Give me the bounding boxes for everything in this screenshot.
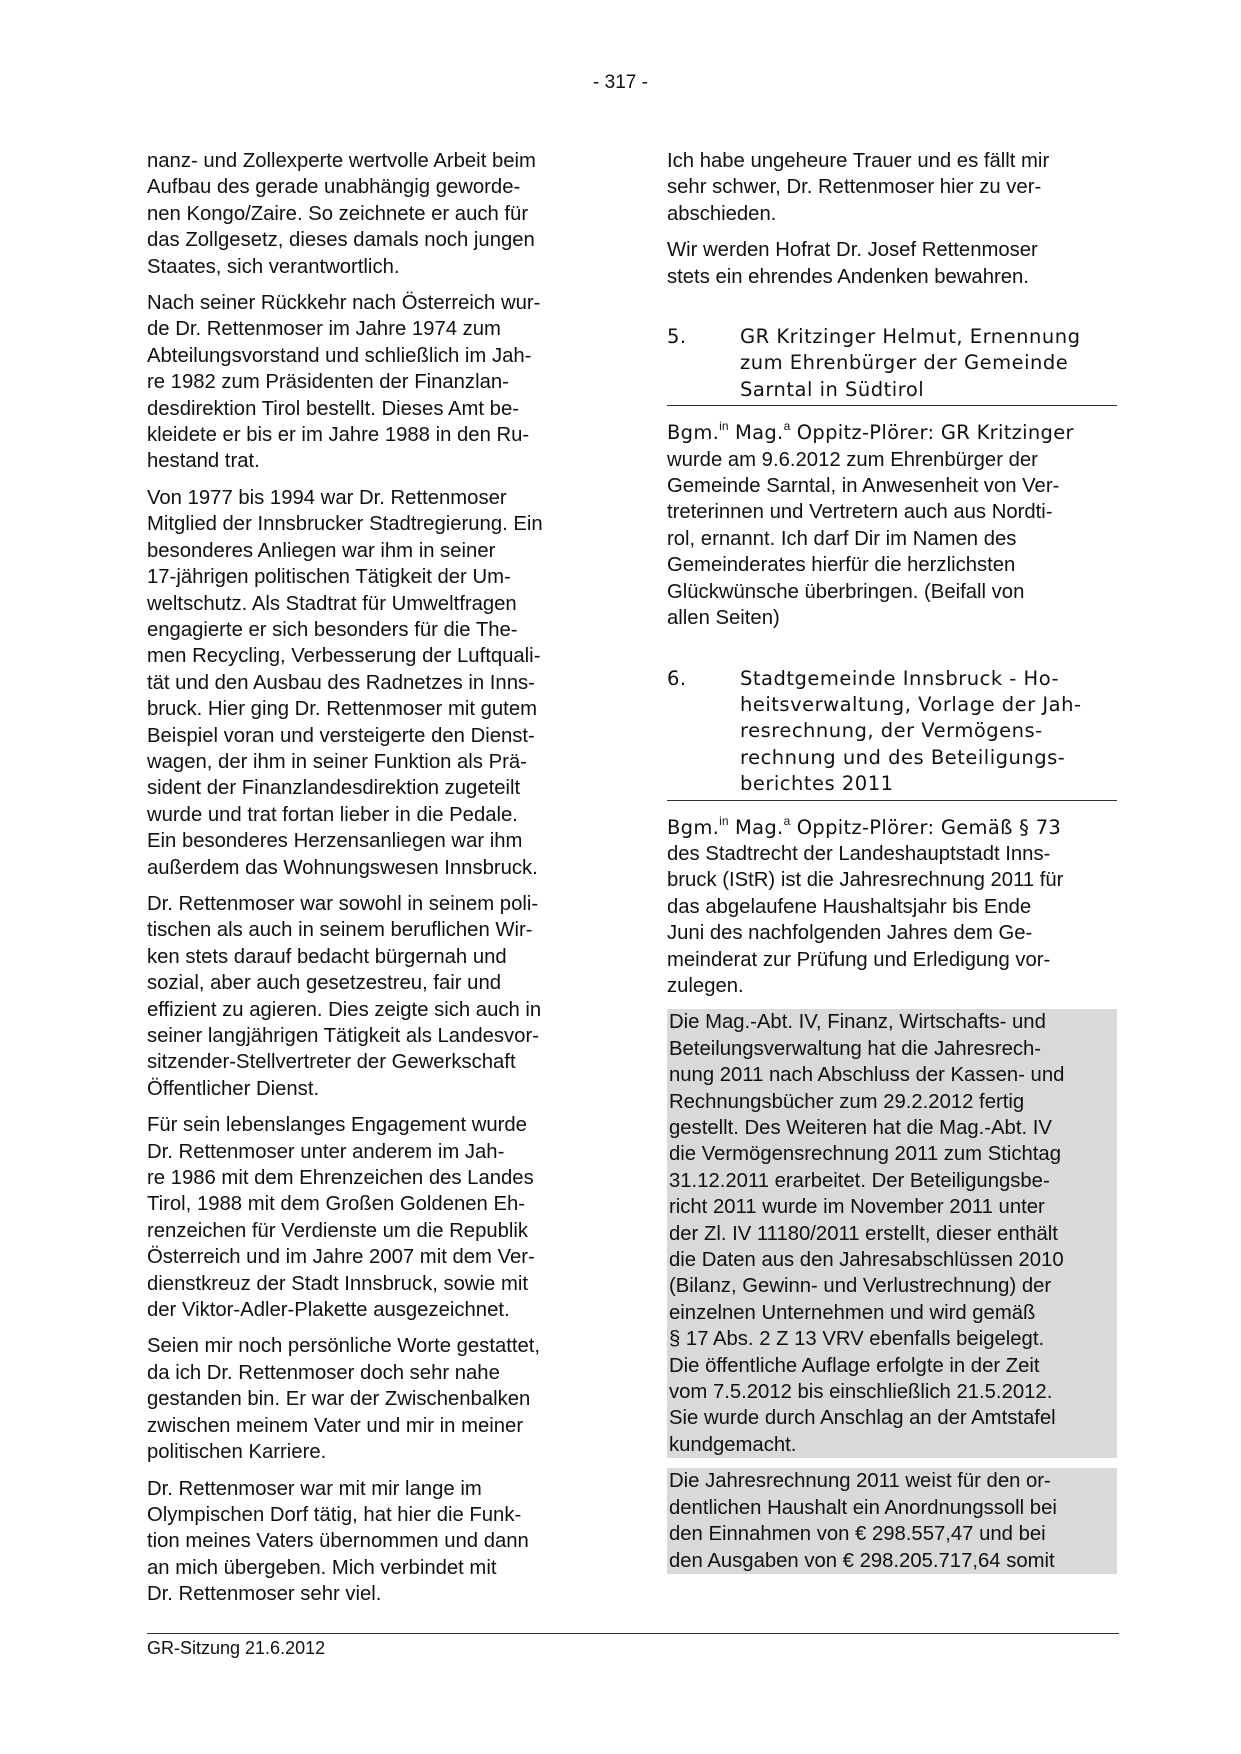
footer-text: GR-Sitzung 21.6.2012 [147, 1638, 326, 1658]
paragraph: Die Mag.-Abt. IV, Finanz, Wirtschafts- und Beteilungsverwaltung hat die Jahresrech- nung 2011 nach Abschluss der Kassen- und Rechnungsbücher zum 29.2.2012 fertig gestellt. Des Weiteren hat die Mag.-Abt. IV die Vermögensrechnung 2011 zum Stichtag 31.12.2011 erarbeitet. Der Beteiligungsbe- richt 2011 wurde im November 2011 unter der Zl. IV 11180/2011 erstellt, dieser enthält die Daten aus den Jahresabschlüssen 2010 (Bilanz, Gewinn- und Verlustrechnung) der einzelnen Unternehmen und wird gemäß § 17 Abs. 2 Z 13 VRV ebenfalls beigelegt. Die öffentliche Auflage erfolgte in der Zeit vom 7.5.2012 bis einschließlich 21.5.2012. Sie wurde durch Anschlag an der Amtstafel kundgemacht. [669, 1011, 1065, 1456]
agenda-item-title: GR Kritzinger Helmut, Ernennung zum Ehrenbürger der Gemeinde Sarntal in Südtirol [740, 325, 1081, 401]
agenda-item-6 [667, 666, 1117, 801]
agenda-item-number: 5. [667, 325, 687, 349]
speaker-text: des Stadtrecht der Landeshauptstadt Inns- bruck (IStR) ist die Jahresrechnung 2011 für das abgelaufene Haushaltsjahr bis Ende Juni des nachfolgenden Jahres dem Ge- meinderat zur Prüfung und Erledigung vor- zulegen. [667, 842, 1064, 997]
paragraph: Von 1977 bis 1994 war Dr. Rettenmoser Mitglied der Innsbrucker Stadtregierung. Ein besonderes Anliegen war ihm in seiner 17-jährigen politischen Tätigkeit der Um- weltschutz. Als Stadtrat für Umweltfragen engagierte er sich besonders für die The- men Recycling, Verbesserung der Luftquali- tät und den Ausbau des Radnetzes in Inns- bruck. Hier ging Dr. Rettenmoser mit gutem Beispiel voran und versteigerte den Dienst- wagen, der ihm in seiner Funktion als Prä- sident der Finanzlandesdirektion zugeteilt wurde und trat fortan lieber in die Pedale. Ein besonderes Herzensanliegen war ihm außerdem das Wohnungswesen Innsbruck. [147, 486, 543, 879]
paragraph: Für sein lebenslanges Engagement wurde Dr. Rettenmoser unter anderem im Jah- re 1986 mit dem Ehrenzeichen des Landes Tirol, 1988 mit dem Großen Goldenen Eh- renzeichen für Verdienste um die Republik Österreich und im Jahre 2007 mit dem Ver- dienstkreuz der Stadt Innsbruck, sowie mit der Viktor-Adler-Plakette ausgezeichnet. [147, 1114, 535, 1322]
superscript: a [783, 813, 791, 828]
agenda-item-title: Stadtgemeinde Innsbruck - Ho- heitsverwaltung, Vorlage der Jah- resrechnung, der Vermögens- rechnung und des Beteiligungs- berichtes 2011 [740, 666, 1082, 796]
speaker-title: Mag. [728, 421, 784, 445]
paragraph: Die Jahresrechnung 2011 weist für den or- dentlichen Haushalt ein Anordnungssoll bei den Einnahmen von € 298.557,47 und bei den Ausgaben von € 298.205.717,64 somit [669, 1470, 1057, 1572]
footer-divider [147, 1633, 1119, 1634]
paragraph: Seien mir noch persönliche Worte gestattet, da ich Dr. Rettenmoser doch sehr nahe gestanden bin. Er war der Zwischenbalken zwischen meinem Vater und mir in meiner politischen Karriere. [147, 1335, 541, 1464]
shaded-block [667, 1468, 1117, 1574]
paragraph: Dr. Rettenmoser war mit mir lange im Olympischen Dorf tätig, hat hier die Funk- tion meines Vaters übernommen und dann an mich übergeben. Mich verbindet mit Dr. Rettenmoser sehr viel. [147, 1477, 529, 1606]
agenda-item-number: 6. [667, 666, 687, 690]
shaded-block [667, 1009, 1117, 1458]
left-column [147, 148, 593, 1618]
speaker-name: Oppitz-Plörer: Gemäß § 73 [790, 815, 1062, 839]
agenda-item-5 [667, 324, 1117, 406]
superscript: a [783, 419, 791, 434]
superscript: in [719, 419, 729, 434]
paragraph: Dr. Rettenmoser war sowohl in seinem poli- tischen als auch in seinem beruflichen Wir- ken stets darauf bedacht bürgernah und sozial, aber auch gesetzestreu, fair und effizient zu agieren. Dies zeigte sich auch in seiner langjährigen Tätigkeit als Landesvor- sitzender-Stellvertreter der Gewerkschaft Öffentlicher Dienst. [147, 892, 542, 1100]
speaker-name: Oppitz-Plörer: GR Kritzinger [790, 421, 1074, 445]
superscript: in [719, 813, 729, 828]
speaker-paragraph [667, 420, 1117, 631]
speaker-prefix: Bgm. [667, 815, 720, 839]
right-column [667, 148, 1117, 1584]
page-number: - 317 - [593, 72, 648, 93]
paragraph: Ich habe ungeheure Trauer und es fällt mir sehr schwer, Dr. Rettenmoser hier zu ver- abschieden. [667, 150, 1050, 225]
paragraph: Nach seiner Rückkehr nach Österreich wur- de Dr. Rettenmoser im Jahre 1974 zum Abteilungsvorstand und schließlich im Jah- re 1982 zum Präsidenten der Finanzlan- desdirektion Tirol bestellt. Dieses Amt be- kleidete er bis er im Jahre 1988 in den Ru- hestand trat. [147, 292, 541, 473]
speaker-paragraph [667, 815, 1117, 1000]
paragraph: Wir werden Hofrat Dr. Josef Rettenmoser stets ein ehrendes Andenken bewahren. [667, 239, 1038, 288]
speaker-prefix: Bgm. [667, 421, 720, 445]
speaker-title: Mag. [728, 815, 784, 839]
speaker-text: wurde am 9.6.2012 zum Ehrenbürger der Gemeinde Sarntal, in Anwesenheit von Ver- treterinnen und Vertretern auch aus Nordti- rol, ernannt. Ich darf Dir im Namen des Gemeinderates hierfür die herzlichsten Glückwünsche überbringen. (Beifall von allen Seiten) [667, 448, 1060, 630]
paragraph: nanz- und Zollexperte wertvolle Arbeit beim Aufbau des gerade unabhängig geworde- nen Kongo/Zaire. So zeichnete er auch für das Zollgesetz, dieses damals noch jungen Staates, sich verantwortlich. [147, 150, 536, 278]
